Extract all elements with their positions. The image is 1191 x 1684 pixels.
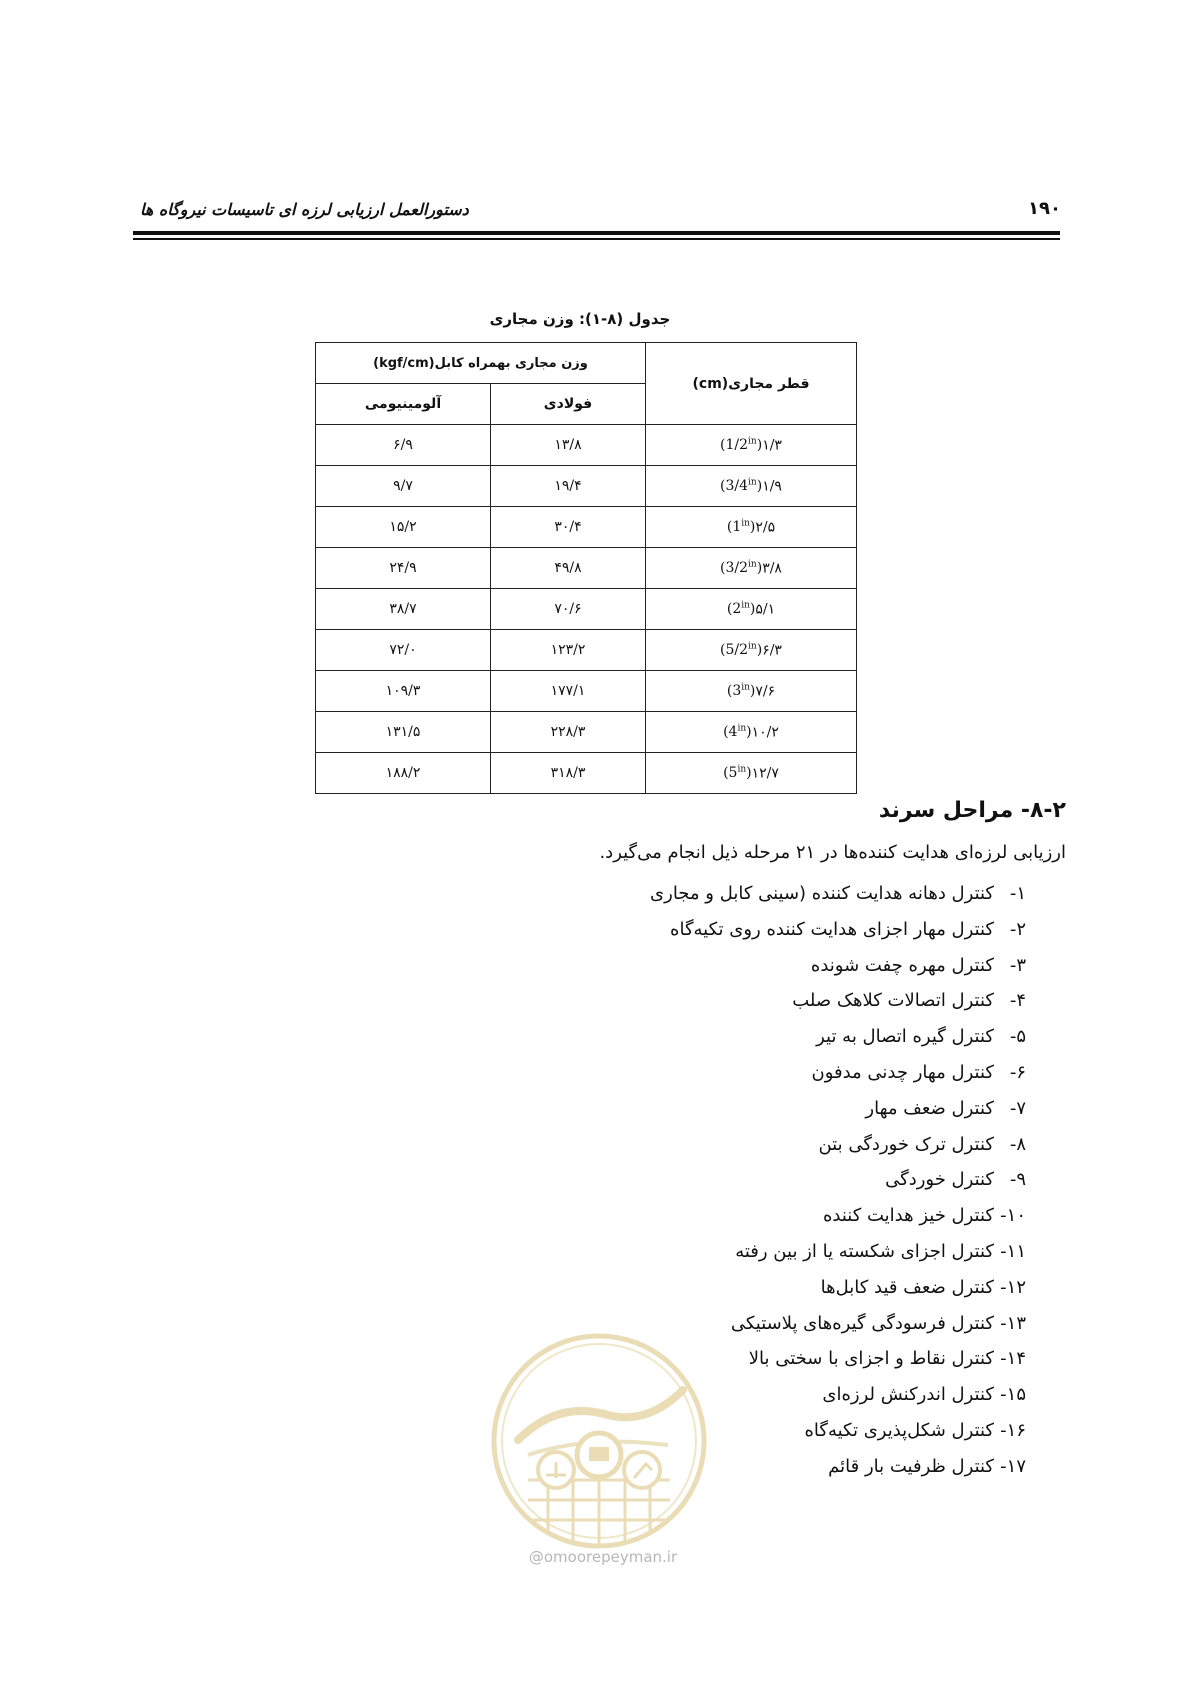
step-number: ۲- [1009,918,1026,940]
cell-steel: ۴۹/۸ [491,548,646,589]
cell-steel: ۱۹/۴ [491,466,646,507]
step-text: کنترل نقاط و اجزای با سختی بالا [748,1348,994,1370]
cell-diameter: $(3^{in})۷/۶$ [646,671,857,712]
step-number: ۱۷- [1000,1455,1026,1477]
cell-steel: ۱۲۳/۲ [491,630,646,671]
table-row [316,589,857,630]
step-number: ۱۴- [1000,1348,1026,1370]
cell-steel: ۱۳/۸ [491,425,646,466]
header-aluminum: آلومینیومی [316,384,491,425]
page-number: ۱۹۰ [1028,198,1061,219]
step-number: ۶- [1009,1061,1026,1083]
step-number: ۴- [1009,990,1026,1012]
list-item [650,1162,1026,1198]
step-text: کنترل ظرفیت بار قائم [828,1455,994,1477]
step-number: ۷- [1009,1097,1026,1119]
header-diameter: قطر مجاری(cm) [646,343,857,425]
step-text: کنترل ضعف قید کابل‌ها [820,1276,994,1298]
table-row [316,671,857,712]
cell-diameter: $(1^{in})۲/۵$ [646,507,857,548]
cell-aluminum: ۶/۹ [316,425,491,466]
list-item [650,948,1026,984]
list-item [650,1019,1026,1055]
list-item [650,1091,1026,1127]
cell-steel: ۳۱۸/۳ [491,753,646,794]
header-weight: وزن مجاری بهمراه کابل(kgf/cm) [316,343,646,384]
step-number: ۹- [1009,1169,1026,1191]
section-intro: ارزیابی لرزه‌ای هدایت کننده‌ها در ۲۱ مرحله ذیل انجام می‌گیرد. [599,842,1066,863]
table-row [316,548,857,589]
step-number: ۱۵- [1000,1384,1026,1406]
step-number: ۸- [1009,1133,1026,1155]
cell-aluminum: ۳۸/۷ [316,589,491,630]
list-item [650,1234,1026,1270]
step-number: ۱۲- [1000,1276,1026,1298]
cell-aluminum: ۱۰۹/۳ [316,671,491,712]
cell-steel: ۲۲۸/۳ [491,712,646,753]
header-steel: فولادی [491,384,646,425]
step-text: کنترل دهانه هدایت کننده (سینی کابل و مجاری [650,883,994,904]
watermark-logo [488,1330,710,1580]
cell-aluminum: ۱۵/۲ [316,507,491,548]
step-text: کنترل مهره چفت شونده [810,954,994,976]
table-row [316,712,857,753]
table-row [316,425,857,466]
step-text: کنترل خوردگی [885,1169,994,1191]
list-item [650,983,1026,1019]
table-row [316,466,857,507]
watermark-url: @omoorepeyman.ir [528,1548,678,1566]
table-caption: جدول (۸-۱): وزن مجاری [489,310,671,328]
step-number: ۳- [1009,954,1026,976]
table-row [316,630,857,671]
table-header-row [316,343,857,384]
table-row [316,753,857,794]
list-item [650,1198,1026,1234]
step-text: کنترل خیز هدایت کننده [822,1205,994,1227]
step-text: کنترل ضعف مهار [865,1097,994,1119]
step-text: کنترل ترک خوردگی بتن [818,1133,994,1155]
cell-diameter: $(5^{in})۱۲/۷$ [646,753,857,794]
cell-aluminum: ۲۴/۹ [316,548,491,589]
list-item [650,1055,1026,1091]
cell-diameter: $(2^{in})۵/۱$ [646,589,857,630]
step-number: ۱۰- [1000,1205,1026,1227]
cell-aluminum: ۱۸۸/۲ [316,753,491,794]
cell-diameter: $(3/4^{in})۱/۹$ [646,466,857,507]
section-heading: ۸-۲- مراحل سرند [878,798,1066,823]
step-number: ۱۳- [1000,1312,1026,1334]
step-number: ۱- [1009,883,1026,904]
step-text: کنترل اتصالات کلاهک صلب [792,990,994,1012]
conduit-weight-table [315,342,857,794]
step-text: کنترل شکل‌پذیری تکیه‌گاه [804,1419,994,1441]
cell-aluminum: ۱۳۱/۵ [316,712,491,753]
step-number: ۱۶- [1000,1419,1026,1441]
cell-steel: ۱۷۷/۱ [491,671,646,712]
cell-aluminum: ۹/۷ [316,466,491,507]
step-number: ۱۱- [1000,1240,1026,1262]
cell-diameter: $(4^{in})۱۰/۲$ [646,712,857,753]
cell-diameter: $(5/2^{in})۶/۳$ [646,630,857,671]
header-rule-thick [133,231,1060,235]
list-item [650,912,1026,948]
cell-diameter: $(1/2^{in})۱/۳$ [646,425,857,466]
step-text: کنترل اجزای شکسته یا از بین رفته [735,1240,994,1262]
step-text: کنترل فرسودگی گیره‌های پلاستیکی [730,1312,994,1334]
table-row [316,507,857,548]
list-item [650,876,1026,912]
cell-steel: ۳۰/۴ [491,507,646,548]
list-item [650,1127,1026,1163]
cell-aluminum: ۷۲/۰ [316,630,491,671]
running-header-title: دستورالعمل ارزیابی لرزه ای تاسیسات نیروگاه ها [140,200,469,219]
cell-steel: ۷۰/۶ [491,589,646,630]
step-text: کنترل مهار اجزای هدایت کننده روی تکیه‌گاه [670,918,994,940]
cell-diameter: $(3/2^{in})۳/۸$ [646,548,857,589]
step-number: ۵- [1009,1026,1026,1048]
list-item [650,1270,1026,1306]
step-text: کنترل اندرکنش لرزه‌ای [822,1384,994,1406]
step-text: کنترل مهار چدنی مدفون [811,1061,994,1083]
header-rule-thin [133,238,1060,240]
step-text: کنترل گیره اتصال به تیر [816,1026,994,1048]
